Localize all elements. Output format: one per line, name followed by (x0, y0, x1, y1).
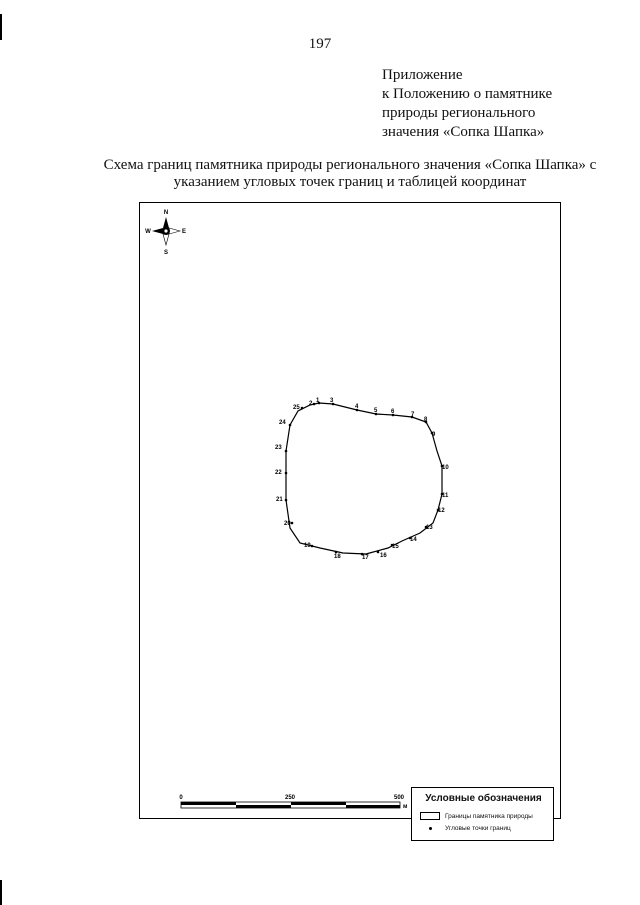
legend-boundary-swatch (420, 812, 440, 820)
boundary-point-20 (291, 522, 294, 525)
scale-label-500: 500 (393, 795, 405, 801)
point-label-19: 19 (304, 543, 311, 549)
appendix-line-1: Приложение (382, 67, 463, 83)
point-label-15: 15 (392, 544, 399, 550)
scale-bar-segment-4 (346, 805, 400, 808)
point-label-12: 12 (438, 508, 445, 514)
compass-arrow-west (152, 228, 163, 234)
compass-arrow-south (163, 234, 169, 245)
appendix-line-2: к Положению о памятнике (382, 86, 553, 102)
appendix-caption (382, 66, 632, 142)
left-edge-mark-top (0, 14, 2, 40)
compass-label-n: N (163, 210, 169, 216)
appendix-line-4: значения «Сопка Шапка» (382, 124, 545, 140)
boundary-point-21 (285, 499, 288, 502)
point-label-9: 9 (432, 432, 436, 438)
boundary-point-19 (311, 545, 314, 548)
compass-label-e: E (181, 229, 187, 235)
compass-label-s: S (163, 250, 169, 256)
legend-points-symbol (420, 825, 440, 832)
boundary-point-22 (285, 472, 288, 475)
point-label-21: 21 (276, 497, 283, 503)
scale-label-0: 0 (179, 795, 183, 801)
scale-unit: м (403, 804, 408, 810)
boundary-point-18 (335, 551, 338, 554)
point-label-18: 18 (334, 554, 341, 560)
point-label-6: 6 (391, 409, 395, 415)
scale-bar-segment-1 (181, 802, 236, 805)
legend-row-boundary (420, 812, 533, 820)
point-label-20: 20 (284, 521, 291, 527)
point-label-11: 11 (442, 493, 449, 499)
scale-label-250: 250 (284, 795, 296, 801)
compass-arrow-north (163, 217, 169, 228)
boundary-point-25 (301, 407, 304, 410)
legend-points-label: Угловые точки границ (445, 825, 511, 832)
boundary-point-markers (285, 402, 444, 556)
point-label-14: 14 (410, 537, 417, 543)
legend-boundary-label: Границы памятника природы (445, 812, 533, 820)
point-label-10: 10 (442, 465, 449, 471)
point-label-13: 13 (426, 525, 433, 531)
boundary-point-16 (377, 551, 380, 554)
boundary-point-23 (285, 450, 288, 453)
point-label-7: 7 (411, 412, 415, 418)
point-label-24: 24 (279, 420, 286, 426)
point-label-3: 3 (330, 398, 334, 404)
compass-label-w: W (145, 229, 151, 235)
boundary-point-24 (289, 424, 292, 427)
map-frame (139, 202, 561, 819)
point-label-17: 17 (362, 555, 369, 561)
compass-arrow-east (169, 228, 180, 234)
point-label-1: 1 (316, 398, 320, 404)
point-label-25: 25 (293, 405, 300, 411)
boundary-point-labels (275, 398, 449, 561)
point-label-2: 2 (309, 401, 313, 407)
compass-hub-inner (164, 229, 167, 232)
legend-row-points (420, 825, 511, 832)
point-label-8: 8 (424, 417, 428, 423)
map-canvas (140, 203, 560, 818)
boundary-point-2 (313, 403, 316, 406)
legend-title: Условные обозначения (425, 793, 542, 804)
boundary-polygon (286, 403, 442, 554)
map-title-line-2: указанием угловых точек границ и таблицей координат (173, 174, 527, 190)
scale-bar-segment-3 (291, 802, 346, 805)
left-edge-mark-bottom (0, 880, 2, 905)
point-label-16: 16 (380, 553, 387, 559)
appendix-line-3: природы регионального (382, 105, 536, 121)
scale-bar (179, 795, 408, 810)
legend (411, 787, 554, 841)
point-label-5: 5 (374, 408, 378, 414)
point-label-23: 23 (275, 445, 282, 451)
point-label-22: 22 (275, 470, 282, 476)
page-number: 197 (308, 36, 332, 52)
scale-bar-segment-2 (236, 805, 291, 808)
map-title (60, 157, 640, 191)
map-title-line-1: Схема границ памятника природы регионального значения «Сопка Шапка» с (103, 157, 597, 173)
point-label-4: 4 (355, 404, 359, 410)
compass-rose (145, 210, 186, 256)
